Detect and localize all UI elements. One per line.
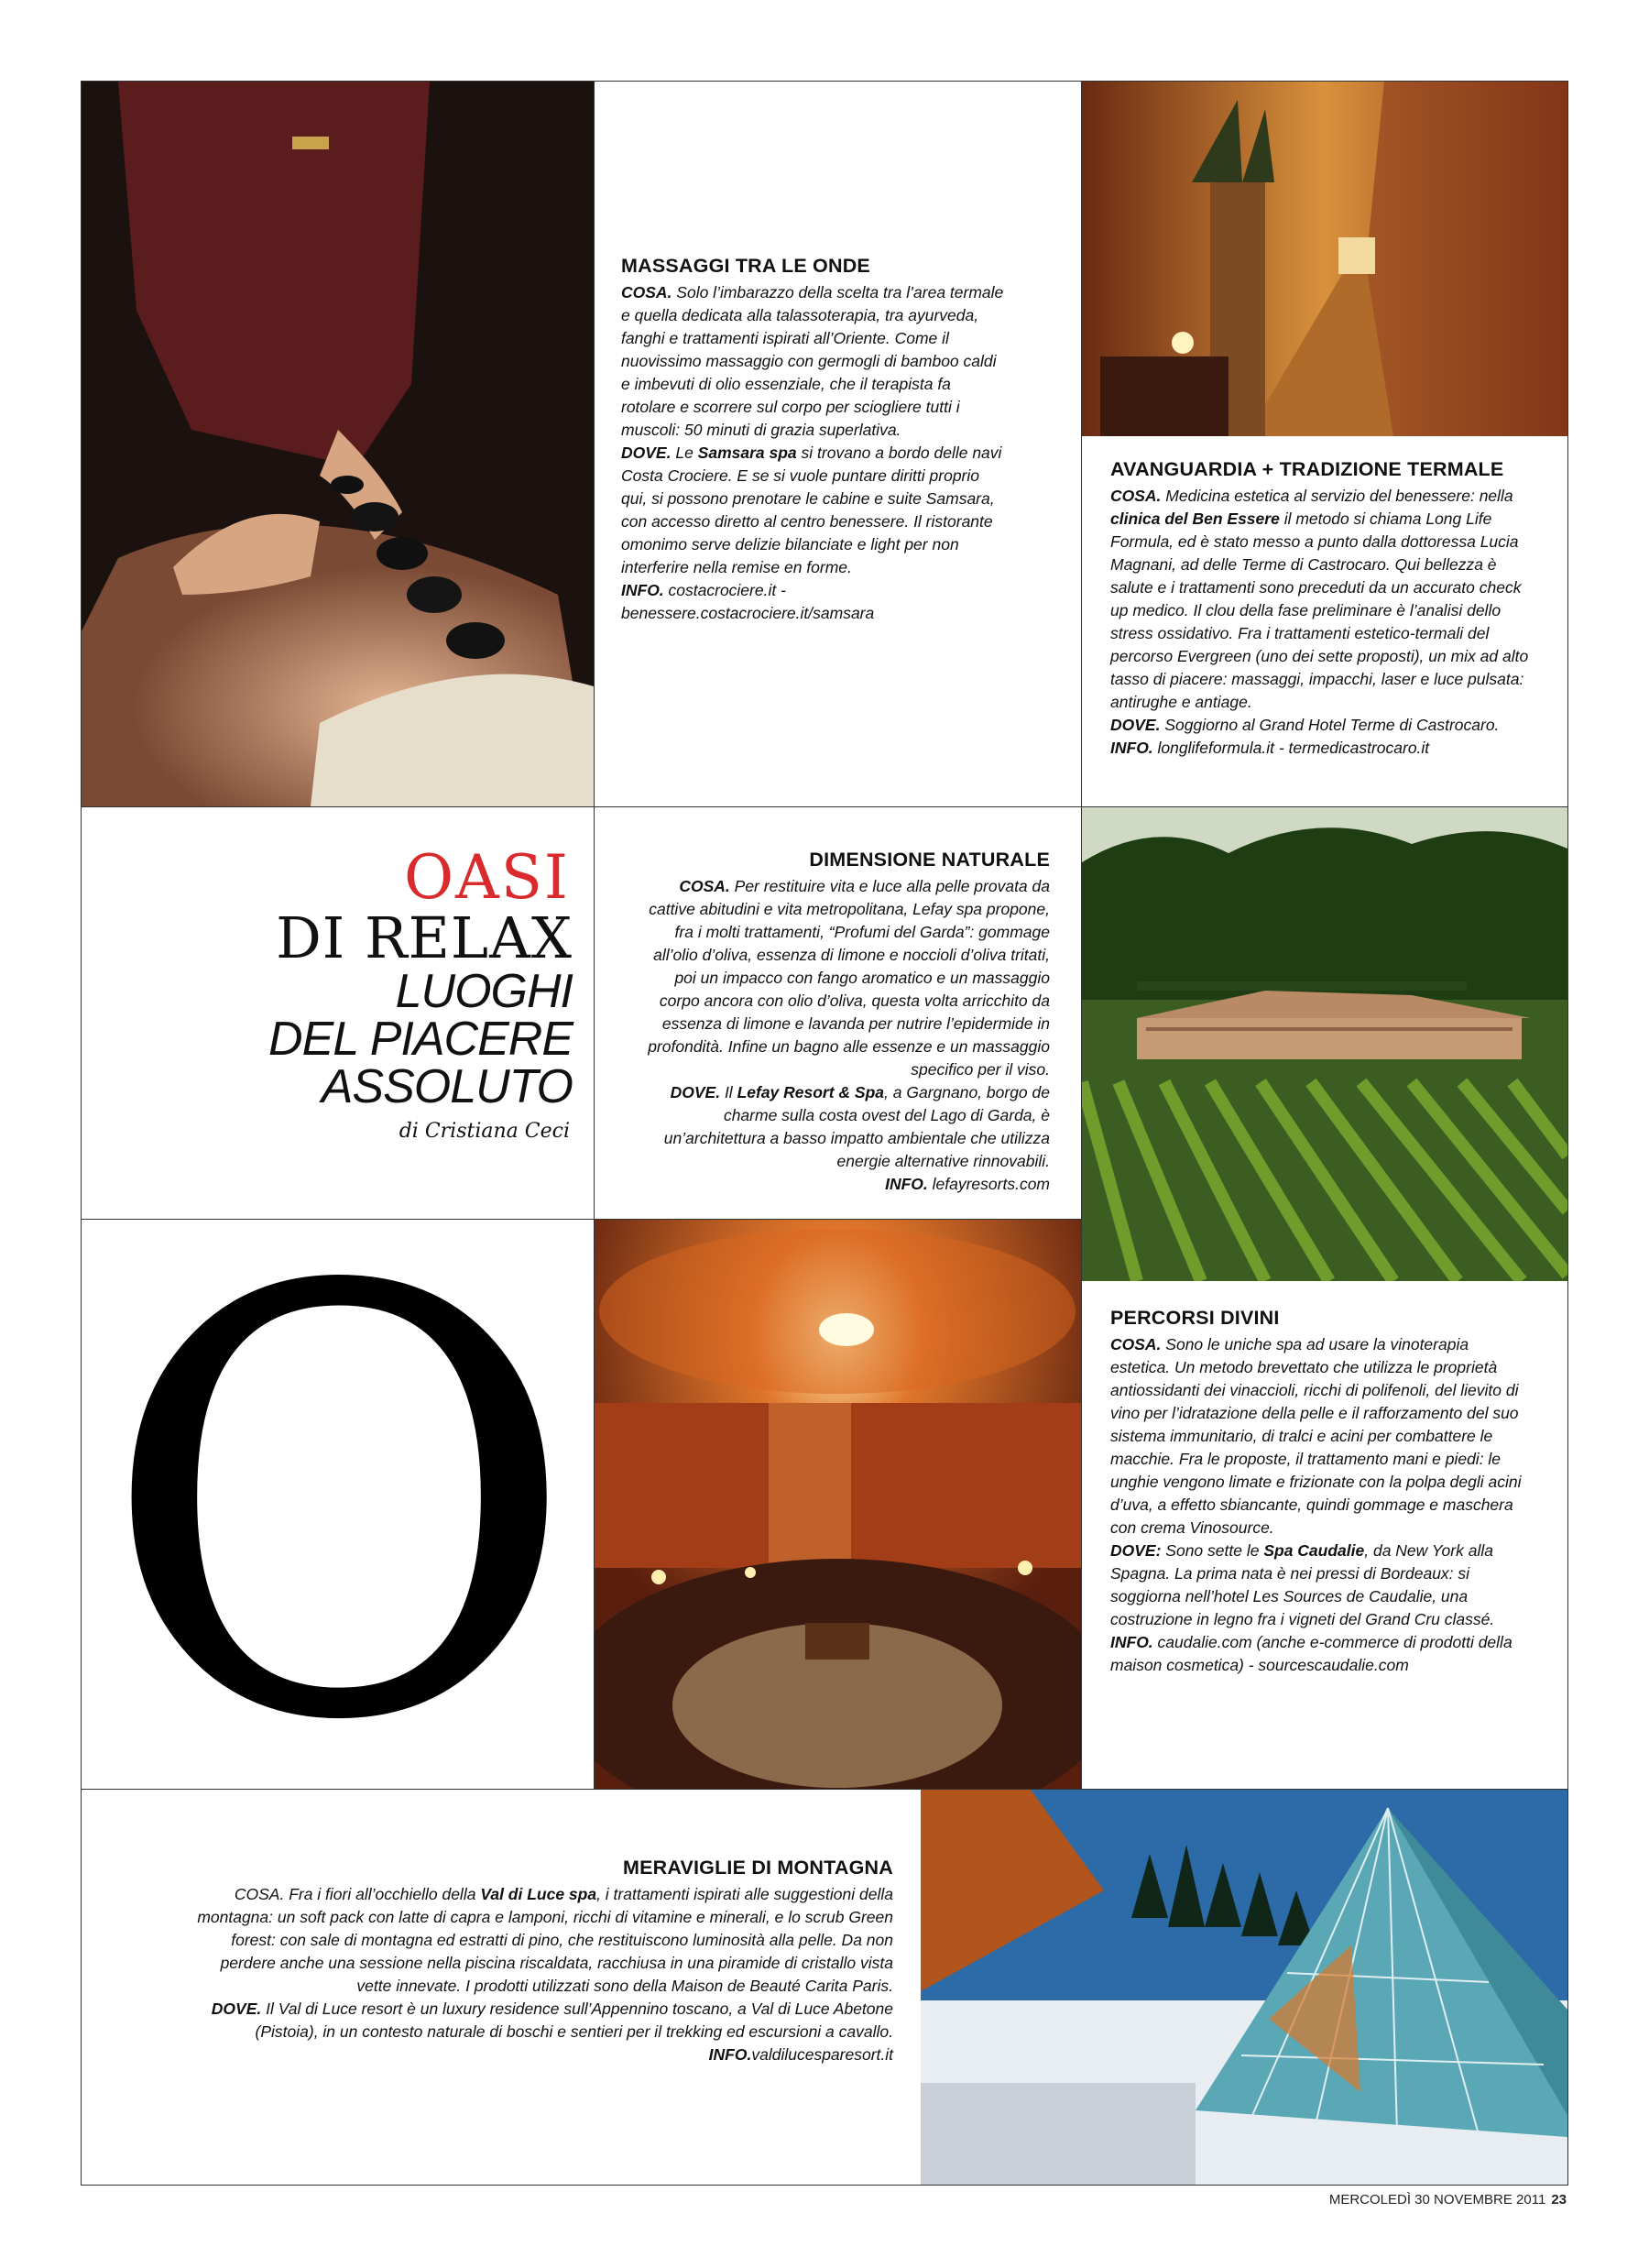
dove-text: Soggiorno al Grand Hotel Terme di Castrocaro. [1160, 716, 1500, 734]
byline: di Cristiana Ceci [399, 1120, 570, 1143]
info-text: caudalie.com (anche e-commerce di prodotti della maison cosmetica) - sourcescaudalie.com [1110, 1633, 1512, 1674]
page-number: 23 [1551, 2192, 1567, 2208]
title-oasi: OASI [403, 842, 570, 913]
relax-room-photo [595, 1220, 1081, 1789]
article-body [621, 281, 1006, 625]
dove-text-2: , a Gargnano, borgo de charme sulla costa ovest del Lago di Garda, è un’architettura a basso impatto ambientale che utilizza energie alternative rinnovabili. [663, 1083, 1050, 1170]
article-heading: DIMENSIONE NATURALE [809, 849, 1050, 871]
info-text: costacrociere.it - benessere.costacrociere.it/samsara [621, 581, 875, 622]
dove-text: Sono sette le [1161, 1541, 1264, 1560]
dove-text-2: , da New York alla Spagna. La prima nata è nei pressi di Bordeaux: si soggiorna nell’hotel Les Sources de Caudalie, una costruzione in legno fra i vigneti del Grand Cru classé. [1110, 1541, 1495, 1628]
article-massaggi [621, 255, 1006, 625]
dove-label: DOVE. [670, 1083, 721, 1101]
cosa-label: COSA. [1110, 487, 1162, 505]
info-text: valdilucesparesort.it [751, 2045, 893, 2064]
article-meraviglie [183, 1857, 893, 2066]
subtitle-line-2: DEL PIACERE [268, 1013, 573, 1066]
cosa-label: COSA. [1110, 1335, 1162, 1353]
page-footer [1329, 2192, 1567, 2208]
dove-label: DOVE: [1110, 1541, 1162, 1560]
info-label: INFO. [621, 581, 664, 599]
article-body [1110, 1333, 1523, 1677]
info-label: INFO. [1110, 1633, 1153, 1651]
cosa-bold: Val di Luce spa [480, 1885, 597, 1903]
title-di-relax: DI RELAX [276, 904, 573, 971]
article-avanguardia [1110, 458, 1541, 760]
info-text: longlifeformula.it - termedicastrocaro.it [1152, 739, 1430, 757]
cosa-text: Per restituire vita e luce alla pelle provata da cattive abitudini e vita metropolitana, Lefay spa propone, fra i molti trattamenti, “Profumi del Garda”: gommage all’olio d’oliva, essenza di limone e noccioli d’oliva tritati, poi un impacco con fango aromatico e un massaggio corpo ancora con olio d’oliva, questa volta arricchito da essenza di limone e lavanda per nutrire l’epidermide in profondità. Infine un bagno alle essenze e un massaggio specifico per il viso. [648, 877, 1050, 1079]
cosa-text: Sono le uniche spa ad usare la vinoterapia estetica. Un metodo brevettato che utilizza le proprietà antiossidanti dei vinaccioli, ricchi di polifenoli, del lievito di vino per l’idratazione della pelle e il rafforzamento del suo sistema immunitario, di tralci e acini per combattere le macchie. Fra le proposte, il trattamento mani e piedi: le unghie vengono limate e frizionate con la polpa degli acini d’uva, a effetto sbiancante, quindi gommage e maschera con crema Vinosource. [1110, 1335, 1522, 1537]
article-dimensione [632, 849, 1050, 1196]
article-percorsi [1110, 1307, 1523, 1677]
footer-date: MERCOLEDÌ 30 NOVEMBRE 2011 [1328, 2192, 1546, 2208]
cosa-text: Medicina estetica al servizio del benessere: nella [1161, 487, 1513, 505]
pyramid-photo [921, 1790, 1567, 2185]
dove-text-2: si trovano a bordo delle navi Costa Crociere. E se si vuole puntare diritti proprio qui, si possono prenotare le cabine e suite Samsara, con accesso diretto al centro benessere. Il ristorante omonimo serve delizie bilanciate e light per non interferire nella remise en forme. [621, 444, 1002, 576]
dove-label: DOVE. [621, 444, 672, 462]
dove-bold: Lefay Resort & Spa [737, 1083, 885, 1101]
subtitle-line-3: ASSOLUTO [321, 1060, 573, 1113]
article-heading: PERCORSI DIVINI [1110, 1307, 1280, 1329]
subtitle-line-1: LUOGHI [395, 965, 573, 1018]
dove-label: DOVE. [1110, 716, 1161, 734]
cosa-text: Fra i fiori all’occhiello della [284, 1885, 481, 1903]
info-label: INFO. [885, 1175, 928, 1193]
cosa-label: COSA. [621, 283, 672, 301]
dove-label: DOVE. [211, 2000, 262, 2018]
dove-text: Il Val di Luce resort è un luxury residence sull’Appennino toscano, a Val di Luce Abetone (Pistoia), in un contesto naturale di boschi e sentieri per il trekking ed escursioni a cavallo. [255, 2000, 893, 2041]
drop-cap: O [98, 1166, 580, 1848]
dove-bold: Spa Caudalie [1263, 1541, 1365, 1560]
corridor-photo [1082, 82, 1567, 436]
article-heading: AVANGUARDIA + TRADIZIONE TERMALE [1110, 458, 1504, 480]
info-label: INFO. [708, 2045, 752, 2064]
dove-text: Le [671, 444, 698, 462]
article-body [1110, 485, 1541, 760]
article-heading: MASSAGGI TRA LE ONDE [621, 255, 870, 277]
cosa-label: COSA. [234, 1885, 285, 1903]
article-body [632, 875, 1050, 1196]
dove-bold: Samsara spa [697, 444, 797, 462]
cosa-bold: clinica del Ben Essere [1110, 509, 1280, 528]
article-body [183, 1883, 893, 2066]
article-heading: MERAVIGLIE DI MONTAGNA [622, 1857, 893, 1879]
cosa-text-2: il metodo si chiama Long Life Formula, ed è stato messo a punto dalla dottoressa Lucia Magnani, ad delle Terme di Castrocaro. Qui bellezza è salute e i trattamenti sono preceduti da un accurato check up medico. Il clou della fase preliminare è l’analisi dello stress ossidativo. Fra i trattamenti estetico-termali del percorso Evergreen (uno dei sette proposti), un mix ad alto tasso di piacere: massaggi, impacchi, laser e luce pulsata: antirughe e antiage. [1110, 509, 1529, 711]
cosa-label: COSA. [679, 877, 730, 895]
info-label: INFO. [1110, 739, 1153, 757]
vineyard-photo [1082, 807, 1567, 1281]
cosa-text: Solo l’imbarazzo della scelta tra l’area termale e quella dedicata alla talassoterapia, tra ayurveda, fanghi e trattamenti ispirati all’Oriente. Come il nuovissimo massaggio con germogli di bamboo caldi e imbevuti di olio essenziale, che il terapista fa rotolare e scorrere sul corpo per sciogliere tutti i muscoli: 50 minuti di grazia superlativa. [621, 283, 1004, 439]
cosa-text-2: , i trattamenti ispirati alle suggestioni della montagna: un soft pack con latte di capra e lamponi, ricchi di vitamine e minerali, e lo scrub Green forest: con sale di montagna ed estratti di pino, che restituiscono luminosità alla pelle. Da non perdere anche una sessione nella piscina riscaldata, racchiusa in una piramide di cristallo vista vette innevate. I prodotti utilizzati sono della Maison de Beauté Carita Paris. [197, 1885, 893, 1995]
info-text: lefayresorts.com [927, 1175, 1050, 1193]
dove-text: Il [720, 1083, 737, 1101]
massage-photo [82, 82, 594, 806]
